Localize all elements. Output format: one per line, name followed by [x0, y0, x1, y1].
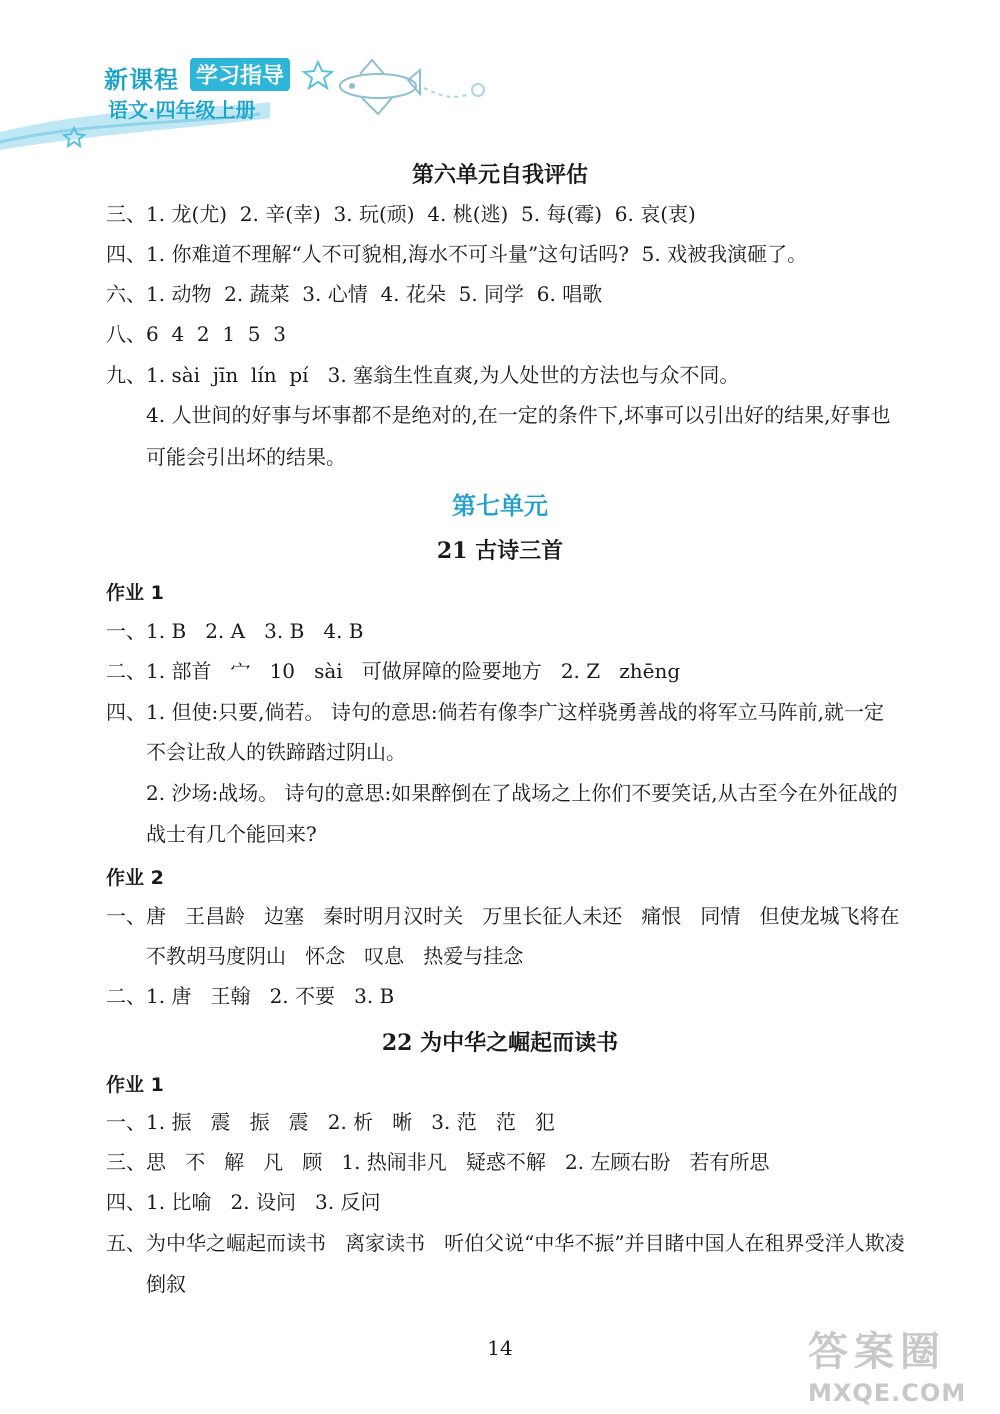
unit-title: 第七单元 [452, 491, 548, 520]
homework-label: 作业 1 [106, 1074, 164, 1096]
answer-line: 二、1. 唐 王翰 2. 不要 3. B [106, 984, 395, 1008]
answer-line: 不会让敌人的铁蹄踏过阴山。 [146, 740, 406, 764]
answer-line: 三、思 不 解 凡 顾 1. 热闹非凡 疑惑不解 2. 左顾右盼 若有所思 [106, 1150, 770, 1174]
answer-line: 战士有几个能回来? [146, 822, 317, 846]
watermark-top: 答案圈 [808, 1329, 946, 1375]
answer-line: 四、1. 比喻 2. 设问 3. 反问 [106, 1190, 381, 1214]
brand-subtitle: 语文·四年级上册 [108, 98, 256, 122]
lesson-title: 22 为中华之崛起而读书 [381, 1030, 619, 1056]
answer-line: 二、1. 部首 宀 10 sài 可做屏障的险要地方 2. Z zhēng [106, 659, 681, 683]
brand-title-box: 学习指导 [190, 58, 290, 91]
answer-line: 不教胡马度阴山 怀念 叹息 热爱与挂念 [146, 944, 524, 968]
answer-line: 2. 沙场:战场。 诗句的意思:如果醉倒在了战场之上你们不要笑话,从古至今在外征战的 [146, 781, 898, 805]
answer-line: 五、为中华之崛起而读书 离家读书 听伯父说“中华不振”并目睹中国人在租界受洋人欺凌 [106, 1231, 905, 1255]
lesson-title: 21 古诗三首 [436, 538, 564, 564]
answer-line: 可能会引出坏的结果。 [146, 445, 346, 469]
answer-line: 4. 人世间的好事与坏事都不是绝对的,在一定的条件下,坏事可以引出好的结果,好事也 [146, 403, 891, 427]
answer-line: 四、1. 你难道不理解“人不可貌相,海水不可斗量”这句话吗? 5. 戏被我演砸了。 [106, 242, 808, 266]
page-number: 14 [487, 1336, 513, 1360]
homework-label: 作业 2 [106, 867, 164, 889]
answer-line: 一、1. B 2. A 3. B 4. B [106, 619, 364, 643]
answer-line: 八、6 4 2 1 5 3 [106, 322, 286, 346]
answer-line: 倒叙 [146, 1272, 186, 1296]
watermark-bottom: MXQE.COM [808, 1379, 967, 1407]
brand-title: 新课程 [104, 66, 179, 94]
answer-line: 一、唐 王昌龄 边塞 秦时明月汉时关 万里长征人未还 痛恨 同情 但使龙城飞将在 [106, 904, 900, 928]
answer-line: 四、1. 但使:只要,倘若。 诗句的意思:倘若有像李广这样骁勇善战的将军立马阵前,就一定 [106, 700, 884, 724]
answer-line: 三、1. 龙(尤) 2. 辛(幸) 3. 玩(顽) 4. 桃(逃) 5. 每(霉) 6. 哀(衷) [106, 202, 696, 226]
airplane-icon [340, 60, 420, 114]
answer-line: 一、1. 振 震 振 震 2. 析 晰 3. 范 范 犯 [106, 1110, 555, 1134]
section-title: 第六单元自我评估 [411, 162, 588, 188]
answer-line: 六、1. 动物 2. 蔬菜 3. 心情 4. 花朵 5. 同学 6. 唱歌 [106, 282, 603, 306]
homework-label: 作业 1 [106, 582, 164, 604]
watermark [808, 1320, 966, 1407]
answer-line: 九、1. sài jīn lín pí 3. 塞翁生性直爽,为人处世的方法也与众不同。 [106, 363, 740, 387]
page-header [0, 0, 1000, 150]
